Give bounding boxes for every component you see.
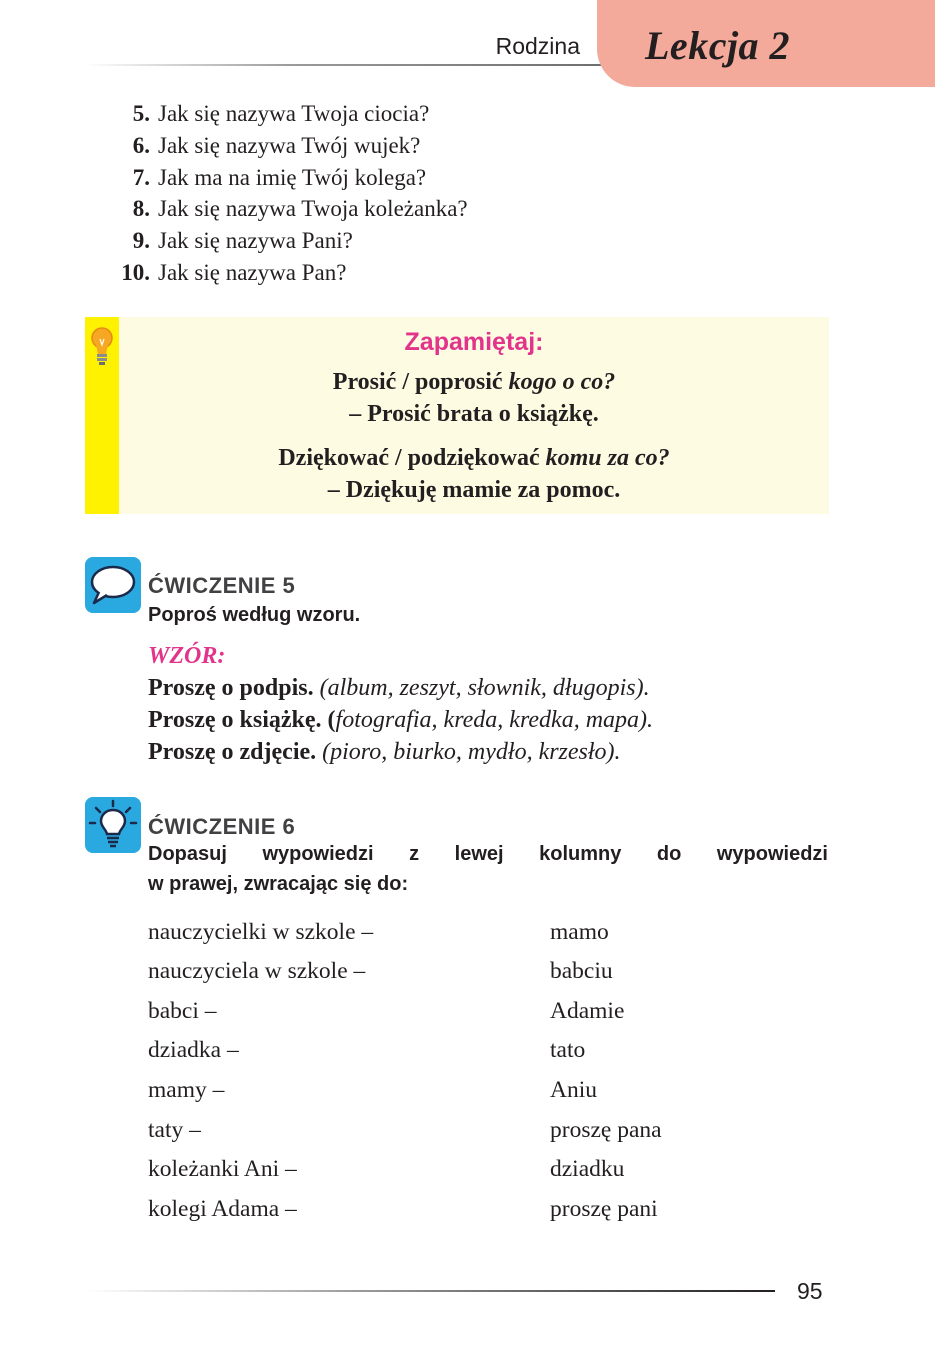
question-text: Jak się nazywa Twój wujek? [158, 132, 421, 158]
pattern-words: (pioro, biurko, mydło, krzesło). [316, 739, 621, 765]
match-right: Adamie [550, 998, 625, 1024]
question-number: 6. [132, 132, 150, 158]
match-right: Aniu [550, 1077, 597, 1103]
question-number: 10. [121, 259, 150, 285]
pattern-phrase: Proszę o zdjęcie. [148, 739, 317, 765]
header-rule [85, 64, 605, 66]
match-row [148, 998, 828, 1038]
remember-rule-line [119, 369, 829, 396]
section-name: Rodzina [495, 33, 580, 59]
question-item [105, 257, 468, 289]
remember-example-line: – Prosić brata o książkę. [349, 401, 599, 427]
exercise-6-title: ĆWICZENIE 6 [148, 814, 296, 839]
match-left: nauczycielki w szkole – [148, 919, 374, 945]
match-row [148, 1117, 828, 1157]
pattern-words: (album, zeszyt, słownik, długopis). [313, 675, 650, 701]
match-row [148, 919, 828, 959]
lesson-title: Lekcja 2 [645, 23, 791, 68]
lightbulb-icon [89, 325, 115, 367]
match-row [148, 1196, 828, 1236]
question-item [105, 130, 468, 162]
match-right: mamo [550, 919, 609, 945]
question-number: 9. [132, 228, 150, 254]
match-left: nauczyciela w szkole – [148, 958, 366, 984]
exercise-6-instruction: Dopasuj wypowiedzi z lewej kolumny do wypowiedzi [148, 843, 828, 865]
pattern-phrase: Proszę o książkę. [148, 707, 322, 733]
question-item [105, 162, 468, 194]
match-row [148, 1077, 828, 1117]
match-row [148, 1037, 828, 1077]
match-left: mamy – [148, 1077, 225, 1103]
question-text: Jak się nazywa Twoja ciocia? [158, 101, 430, 126]
question-text: Jak się nazywa Pan? [158, 259, 347, 285]
rule-verb: Prosić / poprosić [332, 369, 509, 395]
match-left: taty – [148, 1117, 201, 1143]
remember-example-line: – Dziękuję mamie za pomoc. [327, 477, 621, 503]
rule-question: kogo o co? [508, 369, 616, 395]
match-right: proszę pana [550, 1117, 662, 1143]
match-left: dziadka – [148, 1037, 239, 1063]
idea-bulb-icon [85, 797, 141, 853]
match-right: babciu [550, 958, 613, 984]
pattern-label: WZÓR: [148, 643, 226, 669]
question-number: 7. [132, 164, 150, 190]
exercise-5-instruction: Poproś według wzoru. [148, 604, 361, 626]
remember-title: Zapamiętaj: [404, 328, 544, 356]
match-right: proszę pani [550, 1196, 658, 1222]
footer-rule [85, 1290, 775, 1292]
speech-bubble-icon [85, 557, 141, 613]
question-item [105, 225, 468, 257]
match-row [148, 958, 828, 998]
pattern-phrase: Proszę o podpis. [148, 675, 314, 701]
remember-rule-line [119, 445, 829, 472]
match-left: babci – [148, 998, 217, 1024]
match-right: dziadku [550, 1156, 625, 1182]
match-right: tato [550, 1037, 586, 1063]
question-text: Jak się nazywa Twoja koleżanka? [158, 196, 468, 222]
question-item [105, 98, 468, 130]
exercise-6-instruction-cont: w prawej, zwracając się do: [148, 873, 409, 895]
question-text: Jak ma na imię Twój kolega? [158, 164, 427, 190]
pattern-open: ( [321, 707, 336, 733]
rule-verb: Dziękować / podziękować [278, 445, 546, 471]
exercise-5-title: ĆWICZENIE 5 [148, 573, 296, 598]
match-left: kolegi Adama – [148, 1196, 297, 1222]
pattern-line [148, 739, 621, 766]
question-list [105, 98, 468, 289]
match-left: koleżanki Ani – [148, 1156, 297, 1182]
rule-question: komu za co? [545, 445, 670, 471]
pattern-line [148, 675, 650, 702]
pattern-words: fotografia, kreda, kredka, mapa). [335, 707, 654, 733]
question-number: 5. [132, 101, 150, 126]
match-row [148, 1156, 828, 1196]
question-number: 8. [132, 196, 150, 222]
question-item [105, 193, 468, 225]
question-text: Jak się nazywa Pani? [158, 228, 353, 254]
page-number: 95 [797, 1278, 823, 1304]
pattern-line [148, 707, 653, 734]
